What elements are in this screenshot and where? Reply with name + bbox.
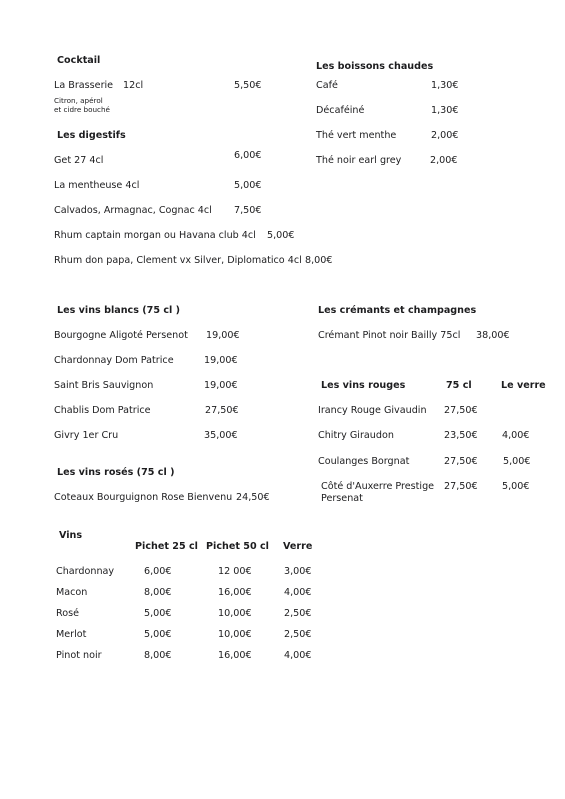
red-wine-bottle-price: 27,50€ — [444, 481, 478, 492]
vins-column-verre: Verre — [283, 541, 313, 552]
cocktail-item-volume: 12cl — [123, 80, 144, 91]
white-wine-price: 27,50€ — [205, 405, 239, 416]
vins-row-p50: 16,00€ — [218, 650, 252, 661]
hot-drink-name: Thé vert menthe — [316, 130, 397, 141]
digestifs-heading: Les digestifs — [57, 130, 126, 141]
red-wine-name: Persenat — [321, 493, 363, 504]
cocktail-heading: Cocktail — [57, 55, 101, 66]
red-wine-name: Côté d'Auxerre Prestige — [321, 481, 435, 492]
vins-column-pichet-25: Pichet 25 cl — [135, 541, 198, 552]
digestif-name: Rhum don papa, Clement vx Silver, Diplomatico 4cl — [54, 255, 302, 266]
digestif-price: 6,00€ — [234, 150, 262, 161]
white-wine-price: 19,00€ — [204, 380, 238, 391]
vins-row-p50: 16,00€ — [218, 587, 252, 598]
vins-row-name: Merlot — [56, 629, 87, 640]
red-wine-name: Irancy Rouge Givaudin — [318, 405, 427, 416]
red-wine-glass-price: 5,00€ — [503, 456, 531, 467]
red-wine-glass-price: 5,00€ — [502, 481, 530, 492]
white-wine-name: Saint Bris Sauvignon — [54, 380, 154, 391]
vins-row-glass: 4,00€ — [284, 587, 312, 598]
vins-row-p50: 10,00€ — [218, 608, 252, 619]
white-wine-price: 19,00€ — [204, 355, 238, 366]
vins-row-p50: 10,00€ — [218, 629, 252, 640]
vins-row-name: Rosé — [56, 608, 80, 619]
digestif-price: 5,00€ — [234, 180, 262, 191]
hot-drink-price: 2,00€ — [431, 130, 459, 141]
white-wine-name: Chardonnay Dom Patrice — [54, 355, 174, 366]
vins-row-glass: 2,50€ — [284, 608, 312, 619]
vins-row-p25: 5,00€ — [144, 608, 172, 619]
white-wine-name: Bourgogne Aligoté Persenot — [54, 330, 188, 341]
vins-row-glass: 3,00€ — [284, 566, 312, 577]
cocktail-item-desc: et cidre bouché — [54, 105, 110, 114]
red-wine-bottle-price: 27,50€ — [444, 405, 478, 416]
red-wines-glass-column: Le verre — [501, 380, 546, 391]
sparkling-name: Crémant Pinot noir Bailly 75cl — [318, 330, 461, 341]
vins-row-p25: 8,00€ — [144, 650, 172, 661]
cocktail-item-name: La Brasserie — [54, 80, 114, 91]
white-wines-heading: Les vins blancs (75 cl ) — [57, 305, 181, 316]
red-wine-bottle-price: 23,50€ — [444, 430, 478, 441]
digestif-name: La mentheuse 4cl — [54, 180, 140, 191]
hot-drinks-heading: Les boissons chaudes — [316, 61, 434, 72]
vins-row-p50: 12 00€ — [218, 566, 252, 577]
vins-row-glass: 2,50€ — [284, 629, 312, 640]
hot-drink-price: 1,30€ — [431, 80, 459, 91]
digestif-name: Get 27 4cl — [54, 155, 104, 166]
white-wine-name: Givry 1er Cru — [54, 430, 119, 441]
white-wine-name: Chablis Dom Patrice — [54, 405, 151, 416]
vins-row-p25: 5,00€ — [144, 629, 172, 640]
cocktail-item-desc: Citron, apérol — [54, 96, 103, 105]
hot-drink-name: Café — [316, 80, 338, 91]
vins-heading: Vins — [59, 530, 83, 541]
sparkling-price: 38,00€ — [476, 330, 510, 341]
vins-row-name: Pinot noir — [56, 650, 102, 661]
rose-wine-price: 24,50€ — [236, 492, 270, 503]
red-wine-glass-price: 4,00€ — [502, 430, 530, 441]
red-wine-bottle-price: 27,50€ — [444, 456, 478, 467]
vins-row-p25: 8,00€ — [144, 587, 172, 598]
red-wines-bottle-column: 75 cl — [446, 380, 472, 391]
vins-row-glass: 4,00€ — [284, 650, 312, 661]
hot-drink-price: 2,00€ — [430, 155, 458, 166]
digestif-price: 5,00€ — [267, 230, 295, 241]
red-wines-heading: Les vins rouges — [321, 380, 406, 391]
hot-drink-name: Décaféiné — [316, 105, 365, 116]
vins-column-pichet-50: Pichet 50 cl — [206, 541, 269, 552]
red-wine-name: Coulanges Borgnat — [318, 456, 410, 467]
digestif-price: 8,00€ — [305, 255, 333, 266]
rose-wine-name: Coteaux Bourguignon Rose Bienvenu — [54, 492, 233, 503]
digestif-name: Rhum captain morgan ou Havana club 4cl — [54, 230, 256, 241]
white-wine-price: 19,00€ — [206, 330, 240, 341]
cocktail-item-price: 5,50€ — [234, 80, 262, 91]
hot-drink-name: Thé noir earl grey — [316, 155, 402, 166]
vins-row-name: Macon — [56, 587, 88, 598]
red-wine-name: Chitry Giraudon — [318, 430, 394, 441]
digestif-price: 7,50€ — [234, 205, 262, 216]
vins-row-p25: 6,00€ — [144, 566, 172, 577]
digestif-name: Calvados, Armagnac, Cognac 4cl — [54, 205, 212, 216]
white-wine-price: 35,00€ — [204, 430, 238, 441]
rose-wines-heading: Les vins rosés (75 cl ) — [57, 467, 175, 478]
sparkling-heading: Les crémants et champagnes — [318, 305, 477, 316]
hot-drink-price: 1,30€ — [431, 105, 459, 116]
vins-row-name: Chardonnay — [56, 566, 115, 577]
